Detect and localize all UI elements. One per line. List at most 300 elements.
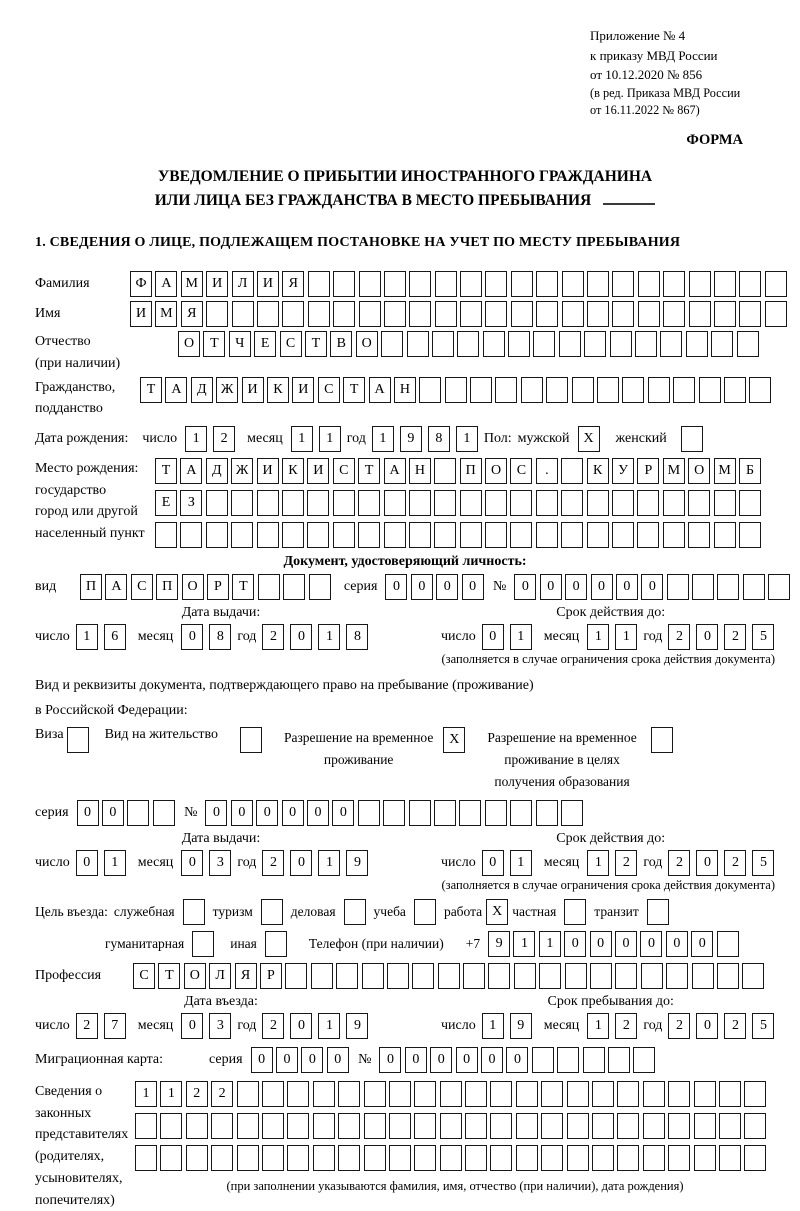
char-cell[interactable]: 9 xyxy=(400,426,422,452)
char-cell[interactable] xyxy=(336,963,358,989)
char-cell[interactable]: 5 xyxy=(752,850,774,876)
char-cell[interactable] xyxy=(689,301,711,327)
char-cell[interactable] xyxy=(637,522,659,548)
char-cell[interactable]: З xyxy=(180,490,202,516)
char-cell[interactable]: 0 xyxy=(327,1047,349,1073)
char-cell[interactable] xyxy=(231,522,253,548)
char-cell[interactable]: 0 xyxy=(462,574,484,600)
char-cell[interactable] xyxy=(539,963,561,989)
char-cell[interactable] xyxy=(648,377,670,403)
char-cell[interactable] xyxy=(440,1113,462,1139)
char-cell[interactable] xyxy=(612,490,634,516)
char-cell[interactable] xyxy=(694,1145,716,1171)
char-cell[interactable]: 0 xyxy=(456,1047,478,1073)
char-cell[interactable] xyxy=(617,1145,639,1171)
char-cell[interactable] xyxy=(739,271,761,297)
char-cell[interactable]: 2 xyxy=(211,1081,233,1107)
char-cell[interactable]: 1 xyxy=(615,624,637,650)
char-cell[interactable] xyxy=(638,301,660,327)
char-cell[interactable] xyxy=(495,377,517,403)
char-cell[interactable]: 0 xyxy=(430,1047,452,1073)
char-cell[interactable] xyxy=(541,1145,563,1171)
char-cell[interactable] xyxy=(765,301,787,327)
char-cell[interactable] xyxy=(541,1113,563,1139)
char-cell[interactable]: Е xyxy=(155,490,177,516)
char-cell[interactable] xyxy=(666,963,688,989)
char-cell[interactable] xyxy=(180,522,202,548)
char-cell[interactable] xyxy=(364,1145,386,1171)
char-cell[interactable] xyxy=(714,271,736,297)
char-cell[interactable]: 0 xyxy=(641,574,663,600)
char-cell[interactable]: Д xyxy=(191,377,213,403)
char-cell[interactable]: И xyxy=(292,377,314,403)
char-cell[interactable] xyxy=(387,963,409,989)
char-cell[interactable] xyxy=(438,963,460,989)
char-cell[interactable]: К xyxy=(587,458,609,484)
char-cell[interactable] xyxy=(435,301,457,327)
char-cell[interactable] xyxy=(689,271,711,297)
char-cell[interactable] xyxy=(490,1145,512,1171)
char-cell[interactable] xyxy=(262,1113,284,1139)
char-cell[interactable] xyxy=(694,1113,716,1139)
char-cell[interactable]: 2 xyxy=(262,1013,284,1039)
char-cell[interactable] xyxy=(546,377,568,403)
char-cell[interactable]: Ж xyxy=(216,377,238,403)
char-cell[interactable] xyxy=(309,574,331,600)
char-cell[interactable]: 0 xyxy=(696,850,718,876)
char-cell[interactable] xyxy=(617,1113,639,1139)
char-cell[interactable] xyxy=(587,301,609,327)
char-cell[interactable] xyxy=(465,1145,487,1171)
char-cell[interactable] xyxy=(206,522,228,548)
char-cell[interactable]: 0 xyxy=(482,624,504,650)
char-cell[interactable]: 1 xyxy=(456,426,478,452)
char-cell[interactable] xyxy=(206,301,228,327)
char-cell[interactable]: 1 xyxy=(587,624,609,650)
char-cell[interactable] xyxy=(562,301,584,327)
char-cell[interactable] xyxy=(567,1081,589,1107)
char-cell[interactable] xyxy=(490,1081,512,1107)
char-cell[interactable]: М xyxy=(155,301,177,327)
char-cell[interactable]: 0 xyxy=(385,574,407,600)
char-cell[interactable]: 1 xyxy=(104,850,126,876)
purpose-business-checkbox[interactable] xyxy=(344,899,366,925)
char-cell[interactable] xyxy=(460,271,482,297)
char-cell[interactable]: С xyxy=(318,377,340,403)
char-cell[interactable] xyxy=(445,377,467,403)
char-cell[interactable]: Ж xyxy=(231,458,253,484)
char-cell[interactable]: 2 xyxy=(262,850,284,876)
char-cell[interactable]: 0 xyxy=(231,800,253,826)
char-cell[interactable]: Д xyxy=(206,458,228,484)
char-cell[interactable] xyxy=(739,522,761,548)
purpose-official-checkbox[interactable] xyxy=(183,899,205,925)
char-cell[interactable]: У xyxy=(612,458,634,484)
char-cell[interactable] xyxy=(308,271,330,297)
char-cell[interactable]: К xyxy=(267,377,289,403)
char-cell[interactable]: О xyxy=(178,331,200,357)
char-cell[interactable]: М xyxy=(663,458,685,484)
char-cell[interactable] xyxy=(592,1113,614,1139)
char-cell[interactable]: О xyxy=(182,574,204,600)
char-cell[interactable] xyxy=(359,271,381,297)
char-cell[interactable] xyxy=(434,490,456,516)
char-cell[interactable]: 0 xyxy=(251,1047,273,1073)
char-cell[interactable]: 0 xyxy=(565,574,587,600)
char-cell[interactable] xyxy=(536,800,558,826)
char-cell[interactable] xyxy=(282,490,304,516)
char-cell[interactable]: А xyxy=(384,458,406,484)
char-cell[interactable] xyxy=(608,1047,630,1073)
char-cell[interactable] xyxy=(231,490,253,516)
char-cell[interactable] xyxy=(717,931,739,957)
char-cell[interactable]: 2 xyxy=(668,850,690,876)
char-cell[interactable]: С xyxy=(131,574,153,600)
purpose-private-checkbox[interactable] xyxy=(564,899,586,925)
char-cell[interactable]: Н xyxy=(394,377,416,403)
char-cell[interactable] xyxy=(186,1113,208,1139)
char-cell[interactable]: . xyxy=(536,458,558,484)
char-cell[interactable]: 9 xyxy=(346,850,368,876)
char-cell[interactable]: 2 xyxy=(615,1013,637,1039)
char-cell[interactable]: 0 xyxy=(615,931,637,957)
char-cell[interactable] xyxy=(717,574,739,600)
char-cell[interactable]: 0 xyxy=(290,1013,312,1039)
char-cell[interactable] xyxy=(516,1145,538,1171)
char-cell[interactable] xyxy=(663,490,685,516)
char-cell[interactable]: 0 xyxy=(591,574,613,600)
char-cell[interactable]: Н xyxy=(409,458,431,484)
char-cell[interactable]: 0 xyxy=(436,574,458,600)
char-cell[interactable] xyxy=(516,1113,538,1139)
char-cell[interactable] xyxy=(384,522,406,548)
char-cell[interactable] xyxy=(641,963,663,989)
char-cell[interactable] xyxy=(419,377,441,403)
char-cell[interactable]: И xyxy=(242,377,264,403)
char-cell[interactable] xyxy=(637,490,659,516)
char-cell[interactable]: А xyxy=(369,377,391,403)
char-cell[interactable] xyxy=(561,490,583,516)
char-cell[interactable]: 8 xyxy=(428,426,450,452)
char-cell[interactable] xyxy=(663,301,685,327)
char-cell[interactable] xyxy=(668,1113,690,1139)
char-cell[interactable] xyxy=(739,301,761,327)
char-cell[interactable]: 0 xyxy=(590,931,612,957)
char-cell[interactable] xyxy=(237,1081,259,1107)
char-cell[interactable] xyxy=(590,963,612,989)
char-cell[interactable]: 2 xyxy=(186,1081,208,1107)
char-cell[interactable] xyxy=(765,271,787,297)
char-cell[interactable] xyxy=(485,271,507,297)
char-cell[interactable]: В xyxy=(330,331,352,357)
male-checkbox[interactable]: X xyxy=(578,426,600,452)
char-cell[interactable]: 5 xyxy=(752,624,774,650)
char-cell[interactable] xyxy=(592,1081,614,1107)
char-cell[interactable] xyxy=(287,1081,309,1107)
char-cell[interactable] xyxy=(409,490,431,516)
purpose-study-checkbox[interactable] xyxy=(414,899,436,925)
char-cell[interactable] xyxy=(565,963,587,989)
char-cell[interactable] xyxy=(587,490,609,516)
char-cell[interactable] xyxy=(717,963,739,989)
char-cell[interactable] xyxy=(257,490,279,516)
char-cell[interactable] xyxy=(743,574,765,600)
char-cell[interactable] xyxy=(362,963,384,989)
char-cell[interactable] xyxy=(692,574,714,600)
char-cell[interactable]: 1 xyxy=(513,931,535,957)
char-cell[interactable] xyxy=(211,1145,233,1171)
char-cell[interactable]: С xyxy=(333,458,355,484)
char-cell[interactable] xyxy=(711,331,733,357)
char-cell[interactable]: 0 xyxy=(181,850,203,876)
char-cell[interactable]: 0 xyxy=(482,850,504,876)
char-cell[interactable] xyxy=(508,331,530,357)
char-cell[interactable] xyxy=(511,271,533,297)
char-cell[interactable] xyxy=(483,331,505,357)
char-cell[interactable] xyxy=(612,301,634,327)
char-cell[interactable]: 1 xyxy=(372,426,394,452)
char-cell[interactable]: 3 xyxy=(209,1013,231,1039)
char-cell[interactable]: 0 xyxy=(181,1013,203,1039)
char-cell[interactable] xyxy=(587,522,609,548)
char-cell[interactable]: 2 xyxy=(724,850,746,876)
char-cell[interactable] xyxy=(744,1081,766,1107)
char-cell[interactable]: 1 xyxy=(319,426,341,452)
char-cell[interactable] xyxy=(562,271,584,297)
char-cell[interactable]: А xyxy=(105,574,127,600)
char-cell[interactable] xyxy=(211,1113,233,1139)
char-cell[interactable]: 0 xyxy=(696,1013,718,1039)
char-cell[interactable] xyxy=(409,800,431,826)
purpose-other-checkbox[interactable] xyxy=(265,931,287,957)
char-cell[interactable]: 0 xyxy=(691,931,713,957)
char-cell[interactable]: Т xyxy=(158,963,180,989)
char-cell[interactable]: О xyxy=(184,963,206,989)
char-cell[interactable] xyxy=(384,301,406,327)
char-cell[interactable] xyxy=(282,301,304,327)
char-cell[interactable] xyxy=(490,1113,512,1139)
char-cell[interactable]: 1 xyxy=(185,426,207,452)
char-cell[interactable] xyxy=(567,1113,589,1139)
char-cell[interactable]: Т xyxy=(305,331,327,357)
char-cell[interactable] xyxy=(311,963,333,989)
char-cell[interactable]: 2 xyxy=(213,426,235,452)
char-cell[interactable] xyxy=(463,963,485,989)
char-cell[interactable] xyxy=(358,490,380,516)
char-cell[interactable] xyxy=(457,331,479,357)
char-cell[interactable] xyxy=(567,1145,589,1171)
char-cell[interactable] xyxy=(364,1081,386,1107)
char-cell[interactable] xyxy=(333,271,355,297)
char-cell[interactable] xyxy=(536,490,558,516)
char-cell[interactable]: 0 xyxy=(411,574,433,600)
char-cell[interactable]: 0 xyxy=(666,931,688,957)
char-cell[interactable] xyxy=(333,301,355,327)
char-cell[interactable] xyxy=(699,377,721,403)
char-cell[interactable] xyxy=(160,1113,182,1139)
char-cell[interactable] xyxy=(338,1145,360,1171)
char-cell[interactable]: А xyxy=(155,271,177,297)
female-checkbox[interactable] xyxy=(681,426,703,452)
char-cell[interactable]: 1 xyxy=(135,1081,157,1107)
char-cell[interactable] xyxy=(384,490,406,516)
char-cell[interactable] xyxy=(692,963,714,989)
char-cell[interactable] xyxy=(153,800,175,826)
char-cell[interactable]: 1 xyxy=(291,426,313,452)
char-cell[interactable] xyxy=(643,1145,665,1171)
char-cell[interactable]: 0 xyxy=(379,1047,401,1073)
char-cell[interactable] xyxy=(617,1081,639,1107)
edu-permit-checkbox[interactable] xyxy=(651,727,673,753)
char-cell[interactable] xyxy=(414,1113,436,1139)
char-cell[interactable] xyxy=(262,1145,284,1171)
char-cell[interactable]: Т xyxy=(232,574,254,600)
char-cell[interactable] xyxy=(381,331,403,357)
char-cell[interactable] xyxy=(460,522,482,548)
char-cell[interactable] xyxy=(308,301,330,327)
visa-checkbox[interactable] xyxy=(67,727,89,753)
char-cell[interactable] xyxy=(364,1113,386,1139)
char-cell[interactable] xyxy=(533,331,555,357)
char-cell[interactable] xyxy=(737,331,759,357)
char-cell[interactable]: 0 xyxy=(276,1047,298,1073)
char-cell[interactable] xyxy=(465,1113,487,1139)
char-cell[interactable] xyxy=(287,1145,309,1171)
char-cell[interactable]: 8 xyxy=(346,624,368,650)
char-cell[interactable]: 0 xyxy=(696,624,718,650)
char-cell[interactable] xyxy=(232,301,254,327)
char-cell[interactable]: 0 xyxy=(332,800,354,826)
residence-permit-checkbox[interactable] xyxy=(240,727,262,753)
char-cell[interactable] xyxy=(434,522,456,548)
char-cell[interactable]: 7 xyxy=(104,1013,126,1039)
char-cell[interactable] xyxy=(160,1145,182,1171)
char-cell[interactable] xyxy=(358,800,380,826)
char-cell[interactable] xyxy=(440,1145,462,1171)
purpose-humanitarian-checkbox[interactable] xyxy=(192,931,214,957)
char-cell[interactable]: Т xyxy=(358,458,380,484)
char-cell[interactable]: 9 xyxy=(346,1013,368,1039)
char-cell[interactable] xyxy=(587,271,609,297)
char-cell[interactable] xyxy=(612,522,634,548)
char-cell[interactable]: И xyxy=(257,271,279,297)
char-cell[interactable] xyxy=(559,331,581,357)
char-cell[interactable]: 0 xyxy=(77,800,99,826)
char-cell[interactable] xyxy=(262,1081,284,1107)
char-cell[interactable] xyxy=(719,1081,741,1107)
char-cell[interactable] xyxy=(532,1047,554,1073)
char-cell[interactable] xyxy=(663,522,685,548)
char-cell[interactable] xyxy=(384,271,406,297)
char-cell[interactable]: П xyxy=(156,574,178,600)
char-cell[interactable]: 0 xyxy=(616,574,638,600)
char-cell[interactable]: 2 xyxy=(76,1013,98,1039)
char-cell[interactable] xyxy=(714,522,736,548)
char-cell[interactable] xyxy=(155,522,177,548)
char-cell[interactable]: С xyxy=(510,458,532,484)
char-cell[interactable]: Я xyxy=(282,271,304,297)
char-cell[interactable] xyxy=(285,963,307,989)
char-cell[interactable]: 9 xyxy=(510,1013,532,1039)
char-cell[interactable]: 2 xyxy=(668,1013,690,1039)
char-cell[interactable] xyxy=(459,800,481,826)
char-cell[interactable]: Л xyxy=(209,963,231,989)
char-cell[interactable] xyxy=(435,271,457,297)
char-cell[interactable] xyxy=(714,301,736,327)
char-cell[interactable]: 1 xyxy=(510,624,532,650)
char-cell[interactable] xyxy=(257,522,279,548)
char-cell[interactable] xyxy=(688,490,710,516)
char-cell[interactable]: Т xyxy=(155,458,177,484)
char-cell[interactable]: 1 xyxy=(510,850,532,876)
char-cell[interactable]: 0 xyxy=(290,850,312,876)
char-cell[interactable]: 2 xyxy=(724,1013,746,1039)
char-cell[interactable]: Е xyxy=(254,331,276,357)
char-cell[interactable] xyxy=(749,377,771,403)
char-cell[interactable] xyxy=(432,331,454,357)
char-cell[interactable]: 1 xyxy=(318,1013,340,1039)
char-cell[interactable] xyxy=(359,301,381,327)
char-cell[interactable]: 0 xyxy=(564,931,586,957)
char-cell[interactable] xyxy=(414,1081,436,1107)
char-cell[interactable] xyxy=(414,1145,436,1171)
char-cell[interactable] xyxy=(610,331,632,357)
char-cell[interactable] xyxy=(592,1145,614,1171)
char-cell[interactable] xyxy=(660,331,682,357)
char-cell[interactable]: Я xyxy=(181,301,203,327)
char-cell[interactable]: 1 xyxy=(539,931,561,957)
temp-permit-checkbox[interactable]: X xyxy=(443,727,465,753)
char-cell[interactable]: 1 xyxy=(482,1013,504,1039)
char-cell[interactable] xyxy=(186,1145,208,1171)
char-cell[interactable]: Б xyxy=(739,458,761,484)
char-cell[interactable] xyxy=(694,1081,716,1107)
char-cell[interactable] xyxy=(338,1081,360,1107)
char-cell[interactable] xyxy=(612,271,634,297)
char-cell[interactable] xyxy=(307,522,329,548)
char-cell[interactable]: Ч xyxy=(229,331,251,357)
char-cell[interactable]: П xyxy=(80,574,102,600)
char-cell[interactable]: 0 xyxy=(102,800,124,826)
char-cell[interactable]: 0 xyxy=(76,850,98,876)
char-cell[interactable] xyxy=(673,377,695,403)
char-cell[interactable] xyxy=(313,1081,335,1107)
char-cell[interactable] xyxy=(541,1081,563,1107)
char-cell[interactable]: И xyxy=(257,458,279,484)
char-cell[interactable] xyxy=(409,522,431,548)
char-cell[interactable] xyxy=(561,458,583,484)
char-cell[interactable] xyxy=(333,490,355,516)
char-cell[interactable] xyxy=(287,1113,309,1139)
char-cell[interactable]: 0 xyxy=(481,1047,503,1073)
char-cell[interactable]: 0 xyxy=(256,800,278,826)
char-cell[interactable] xyxy=(667,574,689,600)
char-cell[interactable] xyxy=(510,800,532,826)
char-cell[interactable] xyxy=(536,271,558,297)
char-cell[interactable] xyxy=(485,490,507,516)
char-cell[interactable] xyxy=(511,301,533,327)
char-cell[interactable]: О xyxy=(688,458,710,484)
char-cell[interactable] xyxy=(688,522,710,548)
char-cell[interactable]: 5 xyxy=(752,1013,774,1039)
char-cell[interactable] xyxy=(485,301,507,327)
char-cell[interactable]: 1 xyxy=(318,850,340,876)
char-cell[interactable] xyxy=(307,490,329,516)
char-cell[interactable]: 0 xyxy=(301,1047,323,1073)
char-cell[interactable]: Р xyxy=(637,458,659,484)
char-cell[interactable] xyxy=(389,1081,411,1107)
purpose-transit-checkbox[interactable] xyxy=(647,899,669,925)
